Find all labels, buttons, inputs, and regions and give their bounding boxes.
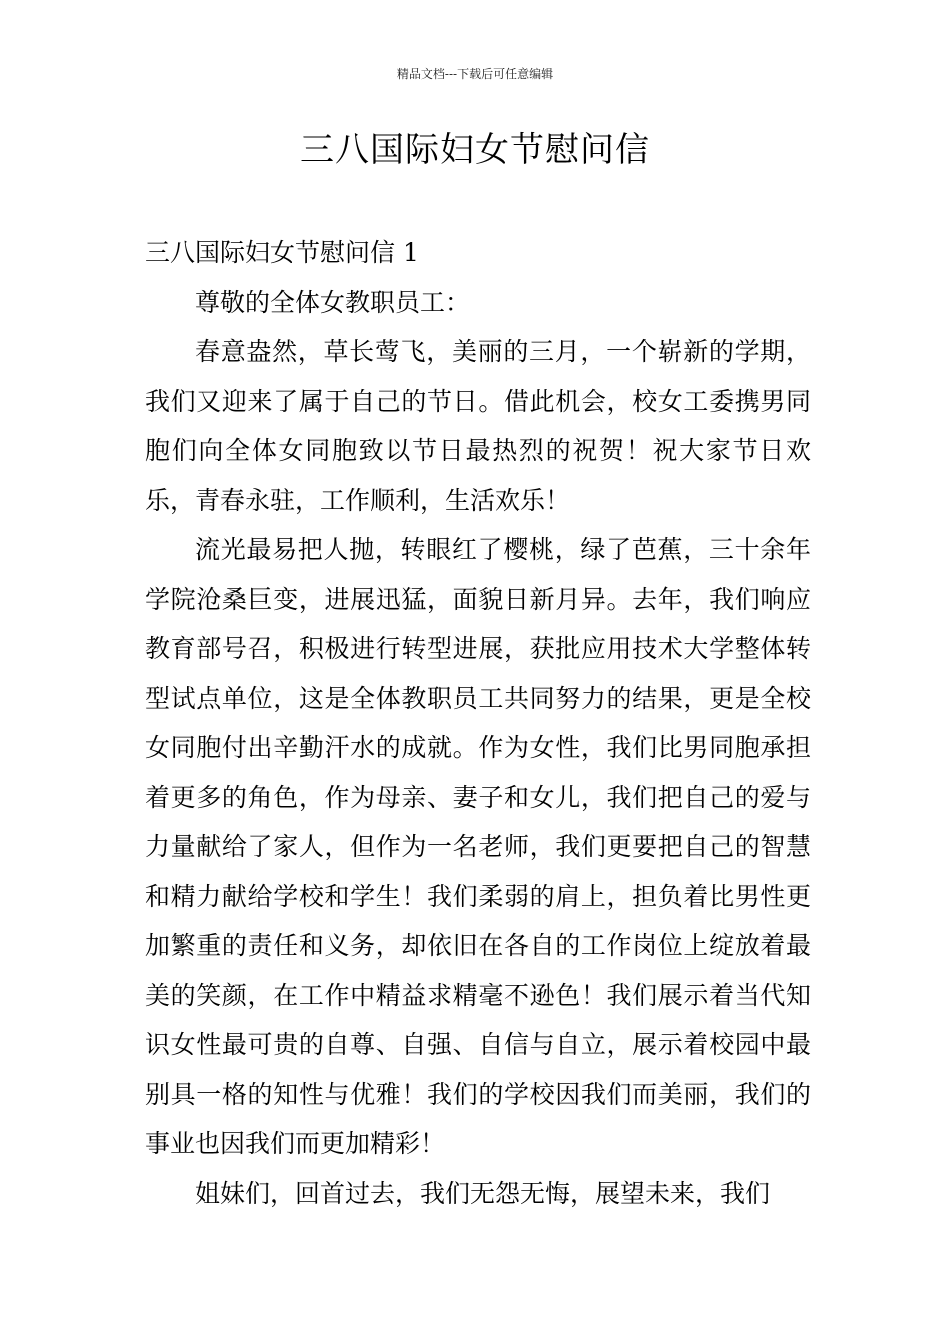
paragraph-2: 流光最易把人抛，转眼红了樱桃，绿了芭蕉，三十余年学院沧桑巨变，进展迅猛，面貌日新月异。去年，我们响应教育部号召，积极进行转型进展，获批应用技术大学整体转型试点单位，这是全体教职员工共同努力的结果，更是全校女同胞付出辛勤汗水的成就。作为女性，我们比男同胞承担着更多的角色，作为母亲、妻子和女儿，我们把自己的爱与力量献给了家人，但作为一名老师，我们更要把自己的智慧和精力献给学校和学生！我们柔弱的肩上，担负着比男性更加繁重的责任和义务，却依旧在各自的工作岗位上绽放着最美的笑颜，在工作中精益求精毫不逊色！我们展示着当代知识女性最可贵的自尊、自强、自信与自立，展示着校园中最别具一格的知性与优雅！我们的学校因我们而美丽，我们的事业也因我们而更加精彩！ (145, 535, 811, 1158)
page-header-note: 精品文档---下载后可任意编辑 (396, 67, 554, 81)
paragraph-3: 姐妹们，回首过去，我们无怨无悔，展望未来，我们 (195, 1178, 771, 1208)
document-title: 三八国际妇女节慰问信 (300, 130, 650, 170)
document-body (145, 228, 811, 1218)
paragraph-1: 春意盎然，草长莺飞，美丽的三月，一个崭新的学期，我们又迎来了属于自己的节日。借此机会，校女工委携男同胞们向全体女同胞致以节日最热烈的祝贺！祝大家节日欢乐，青春永驻，工作顺利，生活欢乐！ (145, 337, 811, 515)
salutation: 尊敬的全体女教职员工： (195, 287, 471, 317)
section-heading: 三八国际妇女节慰问信 1 (145, 238, 419, 267)
